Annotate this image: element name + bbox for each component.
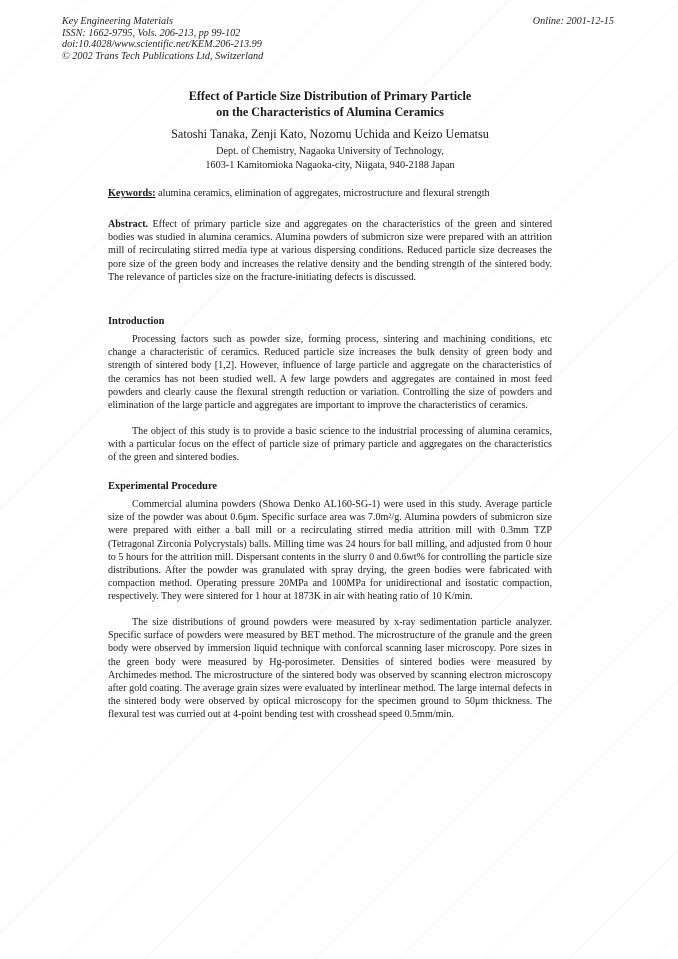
doi-line[interactable]: doi:10.4028/www.scientific.net/KEM.206-213.99 <box>62 39 262 51</box>
title-line-1: Effect of Particle Size Distribution of Primary Particle <box>188 89 472 103</box>
abstract <box>108 218 552 284</box>
journal-name: Key Engineering Materials <box>62 16 173 27</box>
abstract-label: Abstract. <box>108 219 149 230</box>
affiliation <box>80 145 580 172</box>
keywords <box>108 188 558 199</box>
author-list: Satoshi Tanaka, Zenji Kato, Nozomu Uchida and Keizo Uematsu <box>171 127 489 141</box>
keywords-label: Keywords: <box>108 188 156 199</box>
title-line-2: on the Characteristics of Alumina Ceramics <box>216 105 444 119</box>
affiliation-line-1: Dept. of Chemistry, Nagaoka University of Technology, <box>216 146 444 157</box>
intro-paragraph-2: The object of this study is to provide a basic science to the industrial processing of alumina ceramics, with a particular focus on the effect of particle size of primary particle and aggregates on the characteristics of the green and sintered bodies. <box>108 426 552 464</box>
journal-header <box>62 16 263 62</box>
experimental-paragraph-1: Commercial alumina powders (Showa Denko AL160-SG-1) were used in this study. Average particle size of the powder was about 0.6μm. Specific surface area was 7.0m²/g. Alumina powders of submicron size were prepared with either a ball mill or a recirculating stirred media attrition mill with 0.3mm TZP (Tetragonal Zirconia Polycrystals) balls. Milling time was 24 hours for ball milling, and adjusted from 0 hour to 5 hours for the attrition mill. Dispersant contents in the slurry 0 and 0.6wt% for controlling the particle size distributions. After the powder was granulated with spray drying, the green bodies were fabricated with compaction method. Operating pressure 20MPa and 100MPa for unidirectional and isostatic compaction, respectively. They were sintered for 1 hour at 1873K in air with heating ratio of 10 K/min. <box>108 499 552 603</box>
affiliation-line-2: 1603-1 Kamitomioka Nagaoka-city, Niigata, 940-2188 Japan <box>205 159 455 171</box>
keywords-text: alumina ceramics, elimination of aggregates, microstructure and flexural strength <box>158 188 490 199</box>
abstract-text: Effect of primary particle size and aggregates on the characteristics of the green and sintered bodies was studied in alumina ceramics. Alumina powders of submicron size were prepared with an attrition mill of recirculating stirred media type at various dispersing conditions. Reduced particle size decreases the pore size of the green body and increases the relative density and the bending strength of the sintered body. The relevance of particles size on the fracture-initiating defects is discussed. <box>108 219 552 283</box>
intro-paragraph-1: Processing factors such as powder size, forming process, sintering and machining conditions, etc change a characteristic of ceramics. Reduced particle size increases the bulk density of green body and strength of sintered body [1,2]. However, influence of large particle and aggregate on the characteristics of the ceramics has not been studied well. A few large powders and aggregates are contained in most feed powders and clearly cause the flexural strength reduction or variation. Controlling the size of powders and elimination of the large particle and aggregates are important to improve the characteristics of ceramics. <box>108 334 552 412</box>
copyright-line: © 2002 Trans Tech Publications Ltd, Switzerland <box>62 50 264 62</box>
experimental-heading: Experimental Procedure <box>108 481 217 492</box>
experimental-paragraph-2: The size distributions of ground powders were measured by x-ray sedimentation particle analyzer. Specific surface of powders were measured by BET method. The microstructure of the granule and the green body were observed by immersion liquid technique with conforcal scanning laser microscopy. Pore sizes in the green body were measured by Hg-porosimeter. Densities of sintered bodies were measured by Archimedes method. The microstructure of the sintered body was observed by scanning electron microscopy after gold coating. The average grain sizes were evaluated by interlinear method. The large internal defects in the sintered body were observed by optical microscopy for the specimen ground to 50μm thickness. The flexural test was curried out at 4-point bending test with crosshead speed 0.5mm/min. <box>108 617 552 721</box>
online-date: Online: 2001-12-15 <box>532 16 614 27</box>
intro-heading: Introduction <box>108 316 165 327</box>
issn-line: ISSN: 1662-9795, Vols. 206-213, pp 99-102 <box>62 27 241 39</box>
paper-title <box>80 88 580 120</box>
